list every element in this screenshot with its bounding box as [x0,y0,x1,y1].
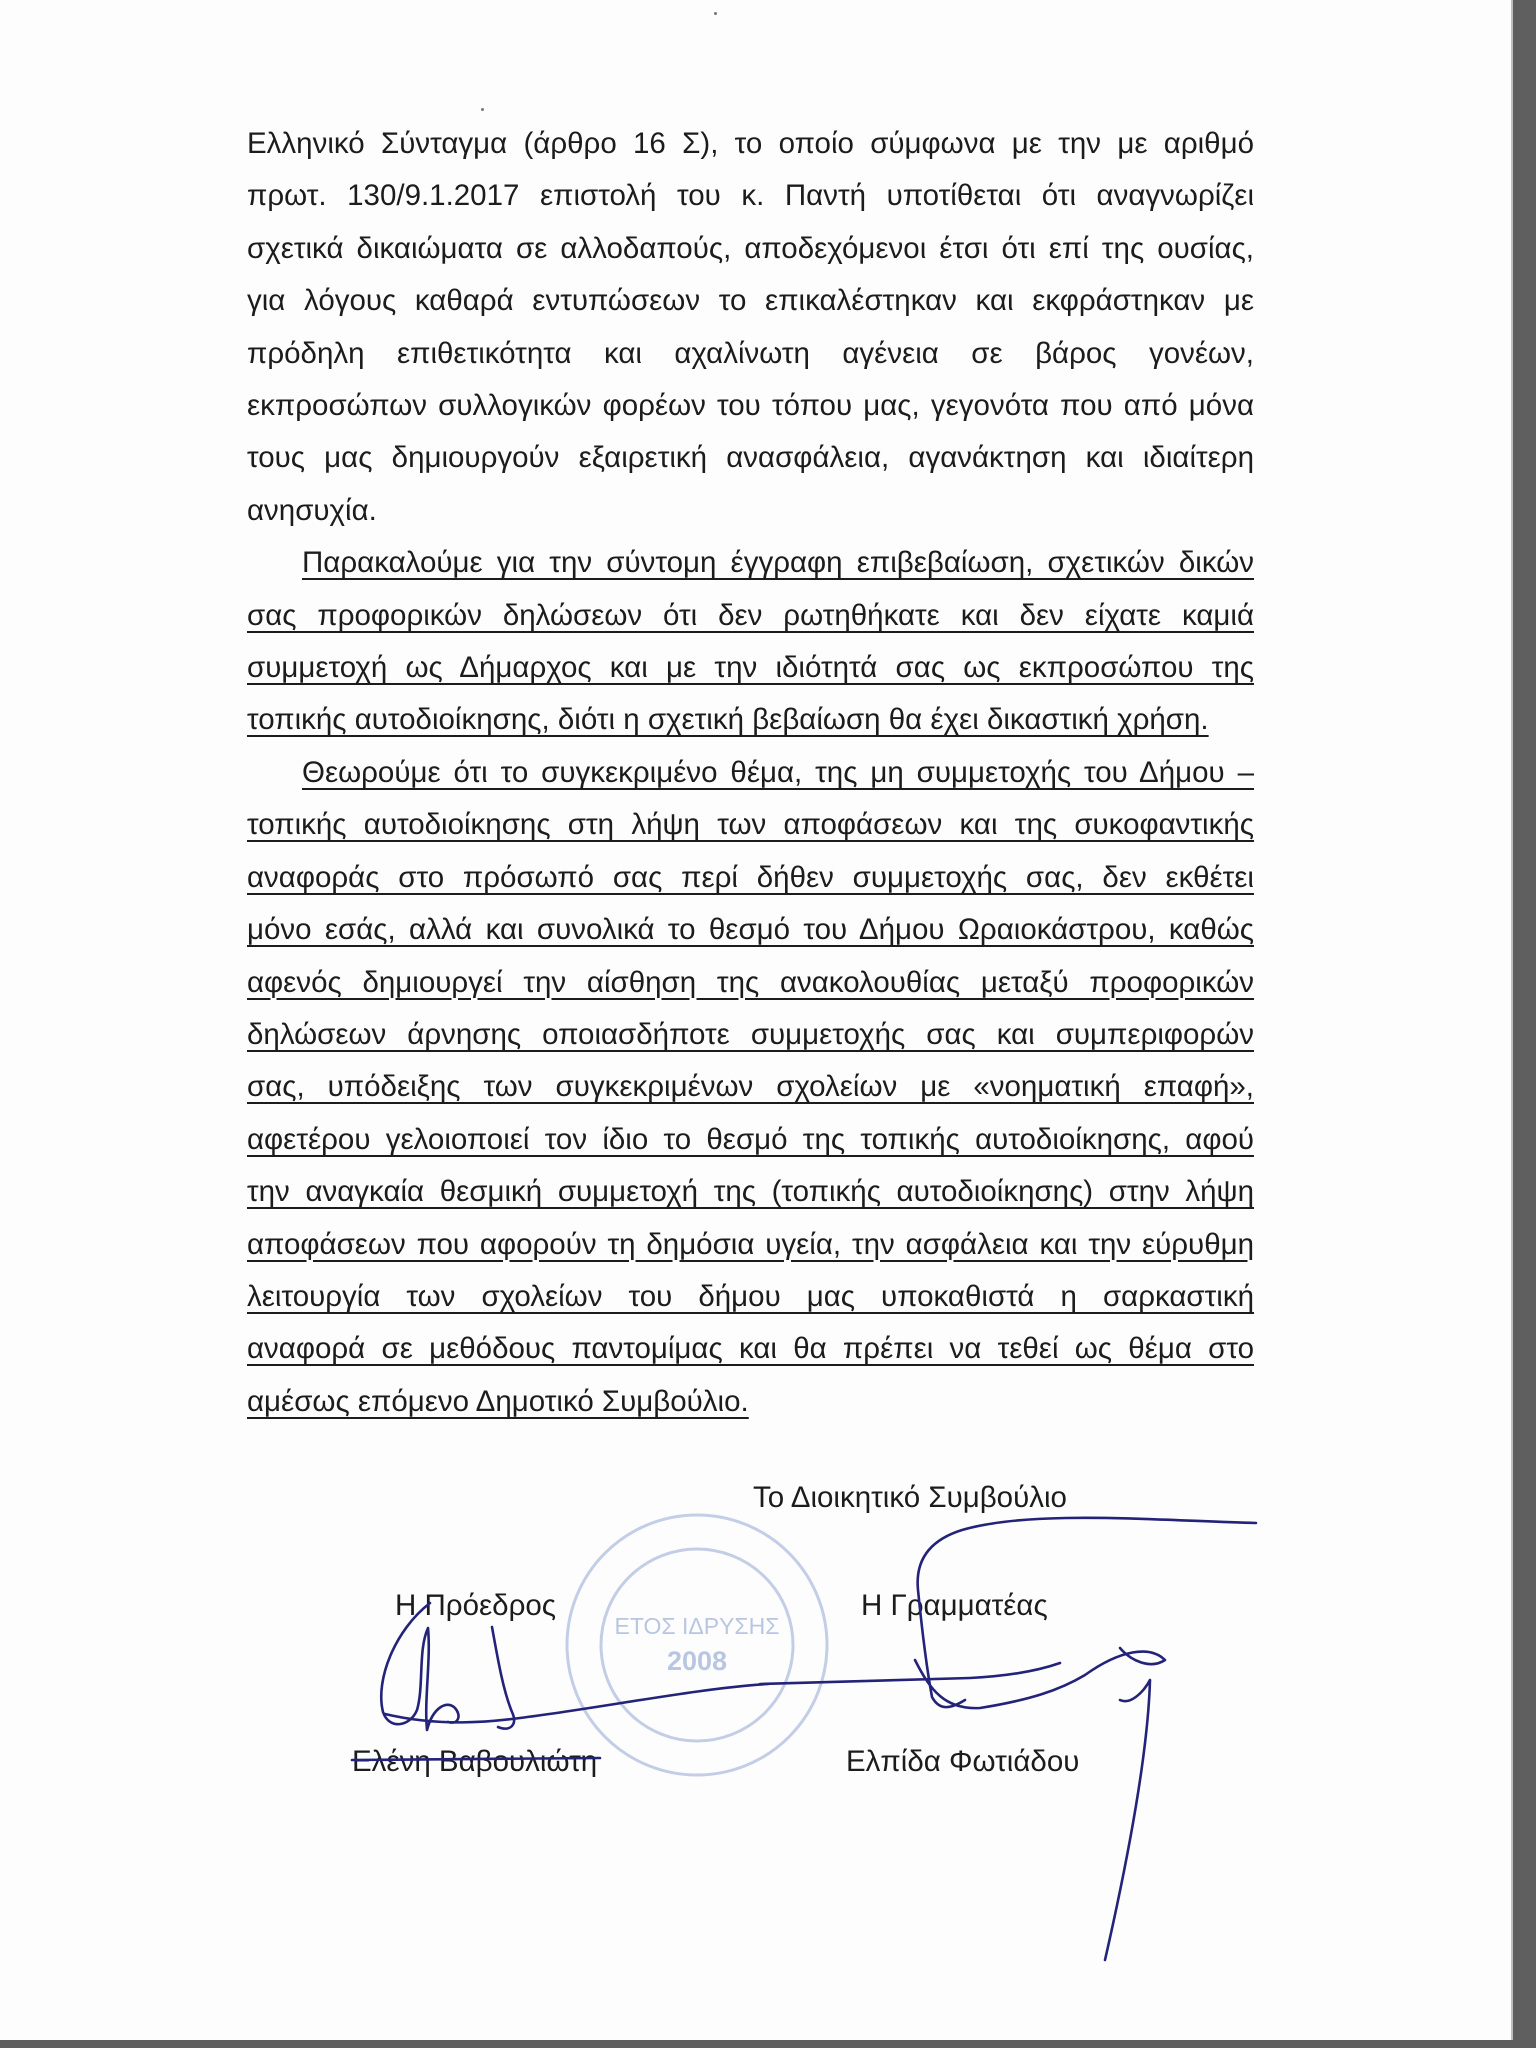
president-name: Ελένη Βαβουλιώτη [352,1745,598,1778]
paragraph1-line: για λόγους καθαρά εντυπώσεων το επικαλέστηκαν και εκφράστηκαν με [247,284,1254,318]
scan-speck [481,108,484,111]
paragraph3-line: αναφορά σε μεθόδους παντομίμας και θα πρέπει να τεθεί ως θέμα στο [247,1332,1254,1366]
paragraph2-line: σας προφορικών δηλώσεων ότι δεν ρωτηθήκατε και δεν είχατε καμιά [247,598,1254,632]
paragraph2-line: Παρακαλούμε για την σύντομη έγγραφη επιβεβαίωση, σχετικών δικών [302,546,1254,580]
paragraph1-line: τους μας δημιουργούν εξαιρετική ανασφάλεια, αγανάκτηση και ιδιαίτερη [247,441,1254,475]
paragraph3-line: δηλώσεων άρνησης οποιασδήποτε συμμετοχής σας και συμπεριφορών [247,1017,1254,1051]
paragraph-opinion [247,747,1254,1428]
paragraph2-line: συμμετοχή ως Δήμαρχος και με την ιδιότητά σας ως εκπροσώπου της [247,651,1254,685]
paragraph3-line: Θεωρούμε ότι το συγκεκριμένο θέμα, της μη συμμετοχής του Δήμου – [302,755,1254,789]
paragraph1-line: ανησυχία. [247,493,377,527]
paragraph3-line: σας, υπόδειξης των συγκεκριμένων σχολείων με «νοηματική επαφή», [247,1070,1254,1104]
paragraph3-line: την αναγκαία θεσμική συμμετοχή της (τοπικής αυτοδιοίκησης) στην λήψη [247,1175,1254,1209]
paragraph1-line: πρόδηλη επιθετικότητα και αχαλίνωτη αγένεια σε βάρος γονέων, [247,336,1254,370]
paragraph3-line: αναφοράς στο πρόσωπό σας περί δήθεν συμμετοχής σας, δεν εκθέτει [247,860,1254,894]
paragraph-context [247,118,1254,537]
secretary-role: Η Γραμματέας [861,1589,1048,1622]
paragraph3-line: αποφάσεων που αφορούν τη δημόσια υγεία, την ασφάλεια και την εύρυθμη [247,1227,1254,1261]
stamp-center-text: ΕΤΟΣ ΙΔΡΥΣΗΣ [614,1613,780,1639]
board-heading: Το Διοικητικό Συμβούλιο [753,1481,1067,1514]
scan-speck [714,12,717,15]
paragraph3-line: μόνο εσάς, αλλά και συνολικά το θεσμό του Δήμου Ωραιοκάστρου, καθώς [247,913,1254,947]
paragraph2-line: τοπικής αυτοδιοίκησης, διότι η σχετική βεβαίωση θα έχει δικαστική χρήση. [247,703,1209,737]
paragraph1-line: Ελληνικό Σύνταγμα (άρθρο 16 Σ), το οποίο σύμφωνα με την με αριθμό [247,127,1254,160]
secretary-name: Ελπίδα Φωτιάδου [846,1745,1080,1778]
president-role: Η Πρόεδρος [395,1589,556,1622]
paragraph3-line: αμέσως επόμενο Δημοτικό Συμβούλιο. [247,1384,749,1418]
paragraph3-line: λειτουργία των σχολείων του δήμου μας υποκαθιστά η σαρκαστική [247,1279,1254,1313]
paragraph1-line: σχετικά δικαιώματα σε αλλοδαπούς, αποδεχόμενοι έτσι ότι επί της ουσίας, [247,231,1254,265]
paragraph1-line: εκπροσώπων συλλογικών φορέων του τόπου μας, γεγονότα που από μόνα [247,389,1254,423]
secretary-signature-mark [760,1518,1256,1960]
paragraph3-line: αφετέρου γελοιοποιεί τον ίδιο το θεσμό της τοπικής αυτοδιοίκησης, αφού [247,1122,1254,1156]
paragraph-request [247,537,1254,747]
letter-body [247,118,1254,1428]
paragraph3-line: αφενός δημιουργεί την αίσθηση της ανακολουθίας μεταξύ προφορικών [247,965,1254,999]
paragraph3-line: τοπικής αυτοδιοίκησης στη λήψη των αποφάσεων και της συκοφαντικής [247,808,1254,842]
paragraph1-line: πρωτ. 130/9.1.2017 επιστολή του κ. Παντή υποτίθεται ότι αναγνωρίζει [247,179,1254,213]
stamp-year: 2008 [666,1646,728,1676]
